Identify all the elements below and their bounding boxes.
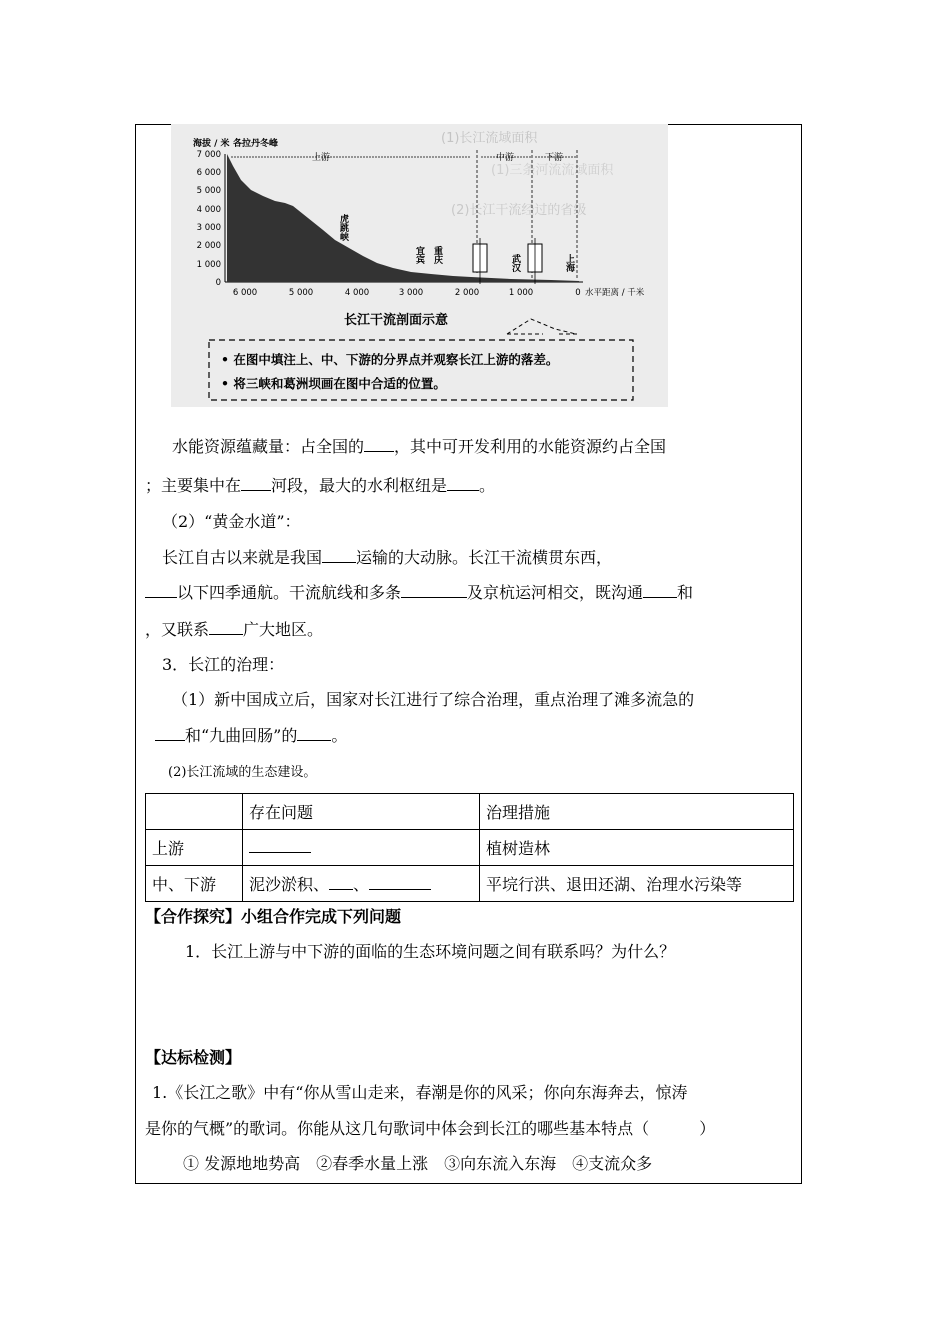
blank [297, 726, 331, 741]
x-tick-label: 3 000 [398, 288, 424, 298]
blank [447, 476, 479, 491]
table-cell [243, 866, 480, 902]
gold-text: 以下四季通航。干流航线和多条 [177, 583, 402, 602]
x-tick-label: 1 000 [508, 288, 534, 298]
blank [369, 875, 431, 890]
test-options: ① 发源地地势高 ②春季水量上涨 ③向东流入东海 ④支流众多 [183, 1154, 653, 1173]
table-header-problem: 存在问题 [243, 794, 480, 830]
gold-text: 长江自古以来就是我国 [162, 548, 323, 567]
hydro-line-1 [172, 436, 666, 458]
gold-text: 广大地区。 [243, 620, 324, 639]
gov-title: 3．长江的治理： [162, 655, 285, 674]
test-text: 是你的气概”的歌词。你能从这几句歌词中体会到长江的哪些基本特点（ [145, 1119, 650, 1138]
gold-text: 及京杭运河相交，既沟通 [467, 583, 644, 602]
coop-title: 【合作探究】小组合作完成下列问题 [145, 907, 402, 926]
gov-line-1: （1）新中国成立后，国家对长江进行了综合治理，重点治理了滩多流急的 [172, 690, 695, 709]
y-tick-label: 7 000 [196, 150, 221, 160]
peak-label: 各拉丹冬峰 [233, 139, 279, 149]
note-line: • 在图中填注上、中、下游的分界点并观察长江上游的落差。 [221, 352, 559, 367]
place-label: 虎跳峡 [338, 214, 348, 241]
y-tick-label: 2 000 [196, 241, 221, 251]
blank [364, 437, 394, 452]
gold-text: 运输的大动脉。长江干流横贯东西， [356, 548, 613, 567]
yangtze-profile-figure [171, 124, 668, 407]
gold-text: ，又联系 [145, 620, 210, 639]
place-label: 武汉 [510, 254, 520, 272]
gold-line-3 [145, 619, 323, 641]
test-title: 【达标检测】 [145, 1048, 242, 1067]
blank [322, 548, 356, 563]
cell-text: 、 [353, 875, 370, 894]
test-text: ） [699, 1119, 716, 1138]
note-line: • 将三峡和葛洲坝画在图中合适的位置。 [221, 376, 446, 391]
place-label: 重庆 [432, 246, 442, 264]
y-tick-label: 6 000 [196, 168, 221, 178]
hydro-text: 河段，最大的水利枢纽是 [271, 476, 448, 495]
y-tick-label: 5 000 [196, 186, 221, 196]
y-axis-label: 海拔 / 米 [193, 139, 230, 149]
eco-title: (2)长江流域的生态建设。 [168, 765, 317, 780]
test-question-1-line-1: 1.《长江之歌》中有“你从雪山走来，春潮是你的风采；你向东海奔去，惊涛 [152, 1083, 688, 1102]
section-label-upper: 上游 [311, 153, 331, 163]
blank [155, 726, 185, 741]
hydro-text: ；主要集中在 [145, 476, 242, 495]
y-tick-label: 3 000 [196, 223, 221, 233]
table-row [146, 866, 794, 902]
x-tick-label: 5 000 [288, 288, 314, 298]
blank [329, 875, 353, 890]
place-label: 宜宾 [414, 246, 424, 264]
gov-text: 和“九曲回肠”的 [185, 726, 298, 745]
table-cell: 植树造林 [480, 830, 794, 866]
table-cell [146, 794, 243, 830]
table-cell: 上游 [146, 830, 243, 866]
test-question-1-line-2 [145, 1118, 715, 1140]
hydro-text: ，其中可开发利用的水能资源约占全国 [394, 437, 667, 456]
y-tick-label: 1 000 [196, 260, 221, 270]
hydro-line-2 [145, 475, 495, 497]
bg-faint-text: (1)三条河流流域面积 [491, 163, 614, 178]
hydro-text: 水能资源蕴藏量：占全国的 [172, 437, 365, 456]
section-label-lower: 下游 [544, 153, 564, 163]
hydro-text: 。 [479, 476, 496, 495]
table-header-measure: 治理措施 [480, 794, 794, 830]
note-box [209, 340, 633, 400]
section-label-middle: 中游 [495, 153, 515, 163]
figure-title: 长江干流剖面示意 [343, 313, 449, 328]
gov-text: 。 [331, 726, 348, 745]
y-tick-label: 0 [215, 278, 221, 288]
place-label: 上海 [564, 254, 574, 272]
blank [241, 476, 271, 491]
x-tick-label: 0 [575, 288, 581, 298]
profile-diagram [171, 124, 668, 407]
coop-question-1: 1．长江上游与中下游的面临的生态环境问题之间有联系吗？为什么？ [185, 942, 676, 961]
blank [643, 583, 677, 598]
x-tick-label: 2 000 [454, 288, 480, 298]
gold-line-1 [162, 547, 612, 569]
table-cell: 平垸行洪、退田还湖、治理水污染等 [480, 866, 794, 902]
y-tick-label: 4 000 [196, 205, 221, 215]
cell-text: 泥沙淤积、 [249, 875, 330, 894]
blank [145, 583, 177, 598]
blank [249, 838, 311, 853]
blank [209, 620, 243, 635]
table-row [146, 830, 794, 866]
x-tick-label: 6 000 [232, 288, 258, 298]
gov-line-2 [155, 725, 347, 747]
gold-title: （2）“黄金水道”： [162, 512, 301, 531]
x-tick-label: 4 000 [344, 288, 370, 298]
blank [401, 583, 467, 598]
gold-text: 和 [677, 583, 694, 602]
bg-faint-text: (2)长江干流经过的省级 [451, 203, 587, 218]
table-cell: 中、下游 [146, 866, 243, 902]
eco-table [145, 793, 794, 902]
bg-faint-text: (1)长江流域面积 [441, 131, 538, 146]
gold-line-2 [145, 582, 693, 604]
table-cell [243, 830, 480, 866]
x-axis-label: 水平距离 / 千米 [585, 288, 645, 298]
table-row [146, 794, 794, 830]
